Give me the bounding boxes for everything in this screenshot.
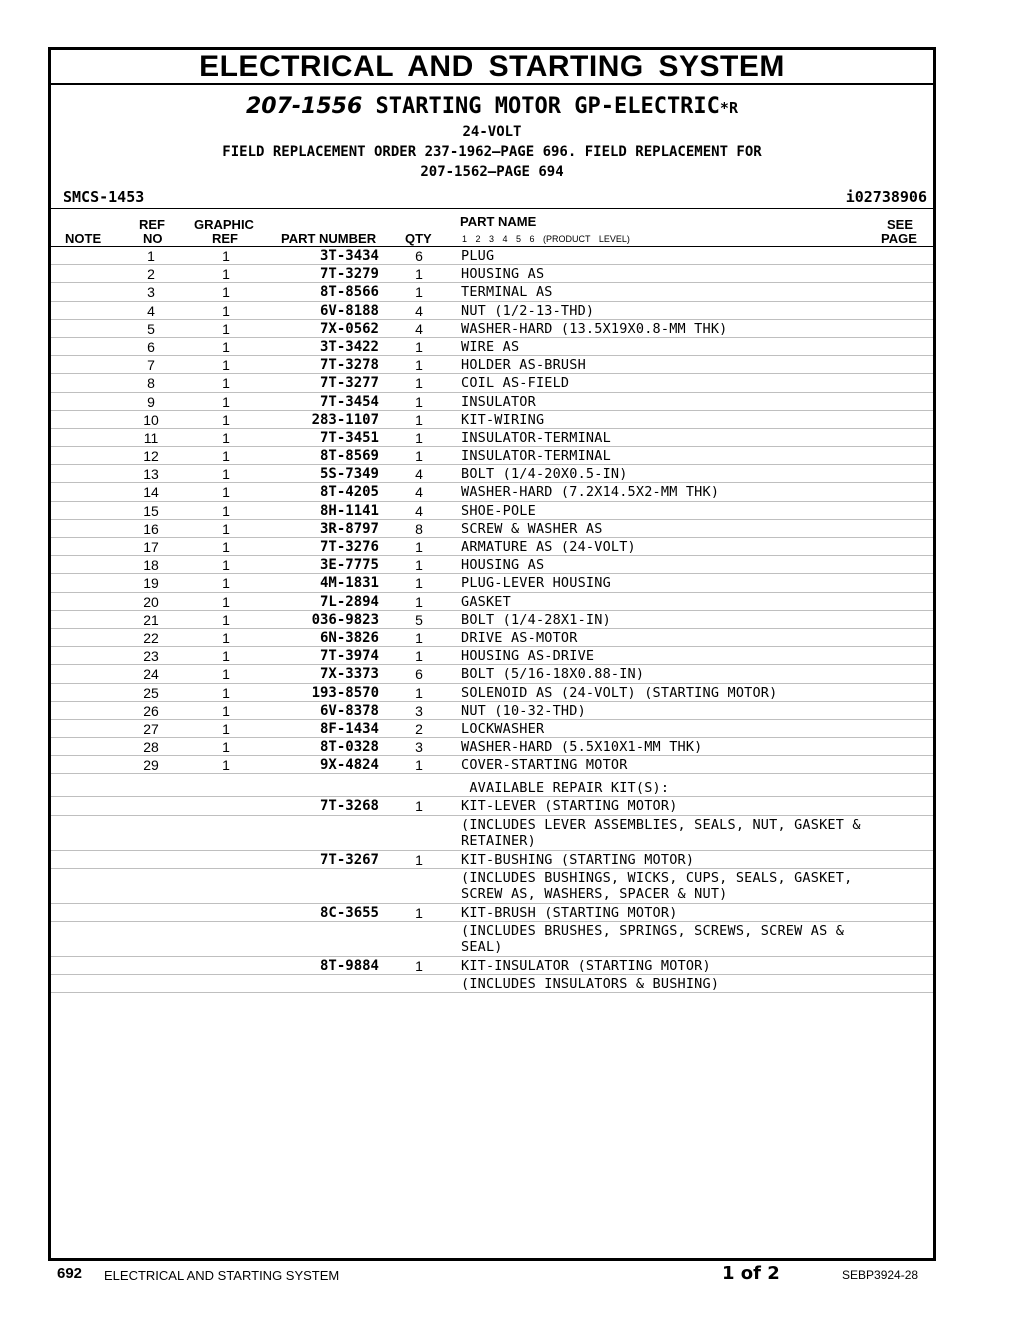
part-number[interactable]: 7T-3276	[319, 539, 379, 555]
table-row	[51, 465, 933, 483]
quantity: 1	[415, 684, 423, 701]
col-qty: QTY	[405, 231, 432, 246]
graphic-ref: 1	[222, 338, 230, 355]
section-title: ELECTRICAL AND STARTING SYSTEM	[51, 50, 933, 85]
part-name: SCREW & WASHER AS	[461, 520, 603, 537]
group-title-mark: *R	[719, 99, 738, 117]
quantity: 4	[415, 320, 423, 337]
parts-table	[51, 247, 933, 993]
part-number[interactable]: 8T-8569	[319, 448, 379, 465]
table-row	[51, 411, 933, 429]
part-number[interactable]: 6N-3826	[319, 629, 379, 646]
table-row	[51, 851, 933, 869]
part-name: SOLENOID AS (24-VOLT) (STARTING MOTOR)	[461, 684, 778, 701]
ref-number: 21	[143, 611, 159, 628]
quantity: 6	[415, 666, 423, 683]
quantity: 3	[415, 739, 423, 756]
part-name: BOLT (1/4-28X1-IN)	[461, 611, 611, 628]
part-name: WASHER-HARD (5.5X10X1-MM THK)	[461, 739, 703, 756]
quantity: 6	[415, 248, 423, 264]
quantity: 1	[415, 648, 423, 665]
quantity: 1	[415, 629, 423, 646]
col-product-levels: 1 2 3 4 5 6 (PRODUCT LEVEL)	[462, 234, 630, 244]
part-number[interactable]: 8T-0328	[319, 739, 379, 756]
part-number[interactable]: 8T-8566	[319, 284, 379, 301]
part-name: KIT-WIRING	[461, 411, 545, 428]
table-row	[51, 356, 933, 374]
part-number[interactable]: 6V-8378	[319, 702, 379, 719]
graphic-ref: 1	[222, 466, 230, 483]
part-number[interactable]: 8H-1141	[319, 502, 379, 519]
graphic-ref: 1	[222, 611, 230, 628]
table-row	[51, 483, 933, 501]
table-row	[51, 538, 933, 556]
col-graphic-top: GRAPHIC	[194, 217, 254, 232]
replacement-note-line-2: 207-1562—PAGE 694	[420, 164, 564, 180]
part-name: BOLT (5/16-18X0.88-IN)	[461, 666, 645, 683]
ref-number: 28	[143, 739, 159, 756]
graphic-ref: 1	[222, 448, 230, 465]
kit-includes: (INCLUDES BUSHINGS, WICKS, CUPS, SEALS, GASKET, SCREW AS, WASHERS, SPACER & NUT)	[461, 869, 853, 902]
part-name: WIRE AS	[461, 338, 520, 355]
part-number[interactable]: 3E-7775	[319, 557, 379, 574]
graphic-ref: 1	[222, 266, 230, 283]
pagination: 1 of 2	[722, 1263, 780, 1284]
part-name: NUT (10-32-THD)	[461, 702, 586, 719]
table-row	[51, 265, 933, 283]
table-row	[51, 520, 933, 538]
table-row	[51, 922, 933, 957]
ref-number: 27	[143, 720, 159, 737]
quantity: 4	[415, 484, 423, 501]
kit-name: KIT-BUSHING (STARTING MOTOR)	[461, 851, 695, 868]
col-see-top: SEE	[887, 217, 914, 232]
graphic-ref: 1	[222, 484, 230, 501]
part-number[interactable]: 3T-3422	[319, 338, 379, 355]
ref-number: 29	[143, 757, 159, 774]
repair-kits-heading: AVAILABLE REPAIR KIT(S):	[461, 780, 670, 797]
kit-includes: (INCLUDES INSULATORS & BUSHING)	[461, 976, 720, 993]
ref-number: 26	[143, 702, 159, 719]
table-row	[51, 720, 933, 738]
page-footer	[0, 1265, 1020, 1289]
kit-part-number[interactable]: 7T-3267	[319, 851, 379, 868]
table-row	[51, 904, 933, 922]
part-name: GASKET	[461, 593, 511, 610]
replacement-note-line-1: FIELD REPLACEMENT ORDER 237-1962—PAGE 696. FIELD REPLACEMENT FOR	[222, 144, 762, 160]
part-number[interactable]: 7T-3974	[319, 648, 379, 665]
ref-number: 2	[147, 266, 155, 283]
part-name: HOUSING AS	[461, 266, 545, 283]
quantity: 1	[415, 393, 423, 410]
table-row	[51, 502, 933, 520]
table-row	[51, 611, 933, 629]
part-number[interactable]: 036-9823	[311, 611, 379, 628]
table-row	[51, 756, 933, 774]
graphic-ref: 1	[222, 739, 230, 756]
part-name: PLUG	[461, 248, 495, 264]
smcs-code: SMCS-1453	[63, 188, 145, 206]
quantity: 3	[415, 702, 423, 719]
quantity: 1	[415, 411, 423, 428]
kit-quantity: 1	[415, 851, 423, 868]
part-name: COIL AS-FIELD	[461, 375, 570, 392]
table-row	[51, 975, 933, 993]
graphic-ref: 1	[222, 629, 230, 646]
ref-number: 11	[143, 429, 159, 446]
graphic-ref: 1	[222, 284, 230, 301]
kit-part-number[interactable]: 7T-3268	[319, 798, 379, 815]
table-row	[51, 665, 933, 683]
doc-id: SEBP3924-28	[842, 1268, 919, 1282]
table-row	[51, 869, 933, 904]
quantity: 4	[415, 302, 423, 319]
ref-number: 3	[147, 284, 155, 301]
quantity: 8	[415, 520, 423, 537]
ref-number: 22	[143, 629, 159, 646]
ref-number: 19	[143, 575, 159, 592]
graphic-ref: 1	[222, 720, 230, 737]
group-part-number: 207-1556	[246, 94, 363, 119]
graphic-ref: 1	[222, 248, 230, 264]
col-note: NOTE	[65, 231, 102, 246]
table-row	[51, 247, 933, 265]
table-row	[51, 593, 933, 611]
page-number: 692	[57, 1265, 83, 1282]
kit-includes: (INCLUDES LEVER ASSEMBLIES, SEALS, NUT, GASKET & RETAINER)	[461, 816, 861, 849]
col-ref-bottom: NO	[143, 231, 163, 246]
ref-number: 1	[147, 248, 155, 264]
ref-number: 6	[147, 338, 155, 355]
quantity: 5	[415, 611, 423, 628]
part-name: INSULATOR-TERMINAL	[461, 429, 611, 446]
ref-number: 12	[143, 448, 159, 465]
parts-page-frame	[48, 47, 936, 1261]
col-ref-top: REF	[139, 217, 165, 232]
col-see-bottom: PAGE	[881, 231, 917, 246]
part-number[interactable]: 6V-8188	[319, 302, 379, 319]
quantity: 1	[415, 448, 423, 465]
graphic-ref: 1	[222, 539, 230, 555]
part-number[interactable]: 5S-7349	[319, 466, 379, 483]
kit-name: KIT-LEVER (STARTING MOTOR)	[461, 798, 678, 815]
ref-number: 5	[147, 320, 155, 337]
quantity: 1	[415, 429, 423, 446]
part-number[interactable]: 8T-4205	[319, 484, 379, 501]
part-name: HOUSING AS	[461, 557, 545, 574]
ref-number: 17	[143, 539, 159, 555]
ref-number: 4	[147, 302, 155, 319]
ref-number: 16	[143, 520, 159, 537]
graphic-ref: 1	[222, 375, 230, 392]
part-number[interactable]: 7T-3279	[319, 266, 379, 283]
table-row	[51, 429, 933, 447]
part-name: TERMINAL AS	[461, 284, 553, 301]
ref-number: 25	[143, 684, 159, 701]
table-row	[51, 684, 933, 702]
ref-number: 10	[143, 411, 159, 428]
graphic-ref: 1	[222, 702, 230, 719]
footer-section: ELECTRICAL AND STARTING SYSTEM	[104, 1268, 340, 1283]
table-row	[51, 647, 933, 665]
part-number[interactable]: 7T-3278	[319, 357, 379, 374]
group-name: STARTING MOTOR GP-ELECTRIC	[375, 94, 720, 119]
part-number[interactable]: 7T-3451	[319, 429, 379, 446]
ref-number: 15	[143, 502, 159, 519]
part-number[interactable]: 8F-1434	[319, 720, 379, 737]
graphic-ref: 1	[222, 411, 230, 428]
part-number[interactable]: 193-8570	[311, 684, 379, 701]
table-row	[51, 629, 933, 647]
quantity: 1	[415, 557, 423, 574]
ref-number: 23	[143, 648, 159, 665]
part-name: INSULATOR-TERMINAL	[461, 448, 611, 465]
part-number[interactable]: 9X-4824	[319, 757, 379, 774]
table-row	[51, 320, 933, 338]
col-part-number: PART NUMBER	[281, 231, 377, 246]
table-row	[51, 374, 933, 392]
graphic-ref: 1	[222, 593, 230, 610]
part-number[interactable]: 7X-0562	[319, 320, 379, 337]
part-name: WASHER-HARD (7.2X14.5X2-MM THK)	[461, 484, 720, 501]
table-row	[51, 774, 933, 797]
table-row	[51, 393, 933, 411]
part-name: HOUSING AS-DRIVE	[461, 648, 595, 665]
graphic-ref: 1	[222, 357, 230, 374]
part-number[interactable]: 3R-8797	[319, 520, 379, 537]
table-row	[51, 816, 933, 851]
part-name: PLUG-LEVER HOUSING	[461, 575, 611, 592]
kit-includes: (INCLUDES BRUSHES, SPRINGS, SCREWS, SCREW AS & SEAL)	[461, 923, 845, 955]
graphic-ref: 1	[222, 557, 230, 574]
ref-number: 24	[143, 666, 159, 683]
kit-name: KIT-INSULATOR (STARTING MOTOR)	[461, 958, 711, 974]
part-name: SHOE-POLE	[461, 502, 536, 519]
quantity: 2	[415, 720, 423, 737]
table-row	[51, 574, 933, 592]
table-row	[51, 738, 933, 756]
ref-number: 9	[147, 393, 155, 410]
graphic-ref: 1	[222, 684, 230, 701]
graphic-ref: 1	[222, 393, 230, 410]
quantity: 1	[415, 575, 423, 592]
part-number[interactable]: 283-1107	[311, 411, 379, 428]
col-graphic-bottom: REF	[212, 231, 238, 246]
part-name: LOCKWASHER	[461, 720, 545, 737]
ref-number: 14	[143, 484, 159, 501]
ref-number: 8	[147, 375, 155, 392]
illustration-id: i02738906	[845, 188, 927, 206]
quantity: 4	[415, 466, 423, 483]
quantity: 1	[415, 593, 423, 610]
group-title	[51, 93, 933, 122]
graphic-ref: 1	[222, 302, 230, 319]
graphic-ref: 1	[222, 502, 230, 519]
part-name: BOLT (1/4-20X0.5-IN)	[461, 466, 628, 483]
part-name: NUT (1/2-13-THD)	[461, 302, 595, 319]
part-name: HOLDER AS-BRUSH	[461, 357, 586, 374]
quantity: 4	[415, 502, 423, 519]
col-part-name: PART NAME	[460, 214, 537, 229]
ref-number: 7	[147, 357, 155, 374]
group-header	[51, 93, 933, 182]
part-number[interactable]: 7L-2894	[319, 593, 379, 610]
kit-quantity: 1	[415, 798, 423, 815]
kit-part-number[interactable]: 8T-9884	[319, 958, 379, 974]
kit-quantity: 1	[415, 904, 423, 921]
quantity: 1	[415, 266, 423, 283]
table-row	[51, 797, 933, 815]
part-number[interactable]: 7T-3454	[319, 393, 379, 410]
part-number[interactable]: 3T-3434	[319, 248, 379, 264]
column-headers	[51, 214, 933, 247]
part-number[interactable]: 7X-3373	[319, 666, 379, 683]
part-name: WASHER-HARD (13.5X19X0.8-MM THK)	[461, 320, 728, 337]
graphic-ref: 1	[222, 429, 230, 446]
kit-part-number[interactable]: 8C-3655	[319, 904, 379, 921]
quantity: 1	[415, 338, 423, 355]
table-row	[51, 302, 933, 320]
quantity: 1	[415, 539, 423, 555]
part-name: DRIVE AS-MOTOR	[461, 629, 578, 646]
smcs-row	[51, 188, 933, 209]
part-name: COVER-STARTING MOTOR	[461, 757, 628, 774]
quantity: 1	[415, 757, 423, 774]
table-row	[51, 957, 933, 975]
graphic-ref: 1	[222, 520, 230, 537]
table-row	[51, 556, 933, 574]
quantity: 1	[415, 284, 423, 301]
table-row	[51, 447, 933, 465]
table-row	[51, 338, 933, 356]
part-name: ARMATURE AS (24-VOLT)	[461, 539, 636, 555]
table-row	[51, 283, 933, 301]
graphic-ref: 1	[222, 320, 230, 337]
graphic-ref: 1	[222, 575, 230, 592]
ref-number: 13	[143, 466, 159, 483]
table-row	[51, 702, 933, 720]
graphic-ref: 1	[222, 648, 230, 665]
quantity: 1	[415, 357, 423, 374]
part-number[interactable]: 4M-1831	[319, 575, 379, 592]
group-voltage: 24-VOLT	[462, 124, 522, 140]
kit-name: KIT-BRUSH (STARTING MOTOR)	[461, 904, 678, 921]
part-name: INSULATOR	[461, 393, 536, 410]
kit-quantity: 1	[415, 958, 423, 974]
quantity: 1	[415, 375, 423, 392]
ref-number: 18	[143, 557, 159, 574]
ref-number: 20	[143, 593, 159, 610]
graphic-ref: 1	[222, 666, 230, 683]
graphic-ref: 1	[222, 757, 230, 774]
part-number[interactable]: 7T-3277	[319, 375, 379, 392]
